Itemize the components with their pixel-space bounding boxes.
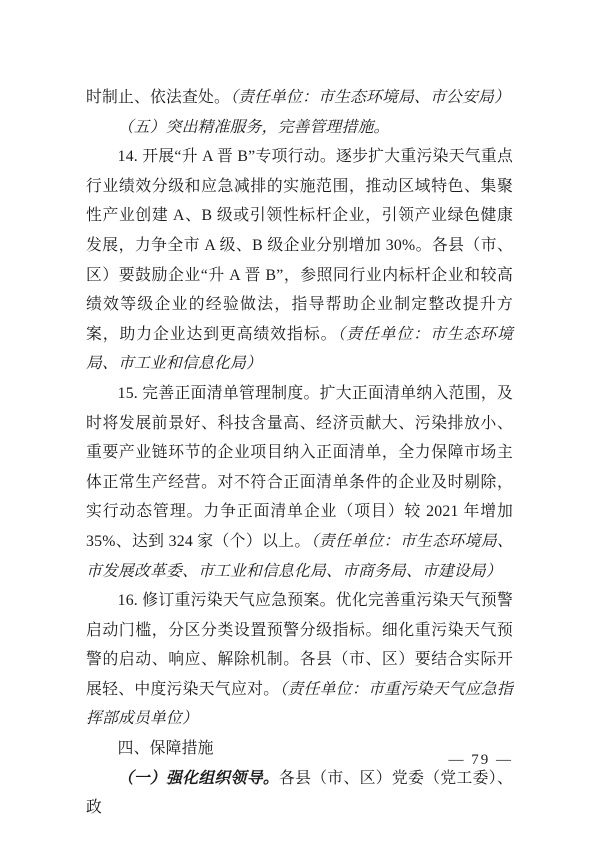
section-heading-four: 四、保障措施 bbox=[117, 740, 214, 758]
responsibility-unit: （责任单位：市重污染天气应急指挥部成员单位） bbox=[86, 680, 513, 728]
paragraph-text: 16. 修订重污染天气应急预案。优化完善重污染天气预警启动门槛，分区分类设置预警分级指标。细化重污染天气预警的启动、响应、解除机制。各县（市、区）要结合实际开展轻、中度污染天气应对。 bbox=[86, 592, 513, 698]
subheading-item-five: （五）突出精准服务，完善管理措施。 bbox=[117, 118, 390, 136]
paragraph-text: 14. 开展“升 A 晋 B”专项行动。逐步扩大重污染天气重点行业绩效分级和应急减排的实施范围，推动区域特色、集聚性产业创建 A、B 级或引领性标杆企业，引领产业绿色健康发展，力争全市 A 级、B 级企业分别增加 30%。各县（市、区）要鼓励企业“升 A 晋 B”，参照同行业内标杆企业和较高绩效等级企业的经验做法，指导帮助企业制定整改提升方案，助力企业达到更高绩效指标。 bbox=[86, 148, 513, 343]
responsibility-unit: （责任单位：市生态环境局、市发展改革委、市工业和信息化局、市商务局、市建设局） bbox=[86, 532, 513, 580]
paragraph-text: 15. 完善正面清单管理制度。扩大正面清单纳入范围，及时将发展前景好、科技含量高、经济贡献大、污染排放小、重要产业链环节的企业项目纳入正面清单，全力保障市场主体正常生产经营。对不符合正面清单条件的企业及时剔除，实行动态管理。力争正面清单企业（项目）较 2021 年增加 35%、达到 324 家（个）以上。 bbox=[86, 384, 513, 550]
responsibility-unit: （责任单位：市生态环境局、市公安局） bbox=[229, 89, 511, 106]
responsibility-unit: （责任单位：市生态环境局、市工业和信息化局） bbox=[86, 325, 513, 373]
paragraph-lead: （一）强化组织领导。 bbox=[117, 769, 279, 787]
paragraph-text: 时制止、依法查处。 bbox=[86, 89, 230, 106]
paragraph-continuation bbox=[86, 83, 513, 113]
paragraph-item-15 bbox=[86, 379, 513, 586]
paragraph-item-14 bbox=[86, 142, 513, 379]
document-body bbox=[86, 83, 513, 823]
page-number: — 79 — bbox=[448, 752, 513, 768]
paragraph-item-16 bbox=[86, 586, 513, 734]
paragraph-item-one bbox=[86, 764, 513, 823]
paragraph-text: 各县（市、区）党委（党工委）、政 bbox=[86, 769, 513, 817]
